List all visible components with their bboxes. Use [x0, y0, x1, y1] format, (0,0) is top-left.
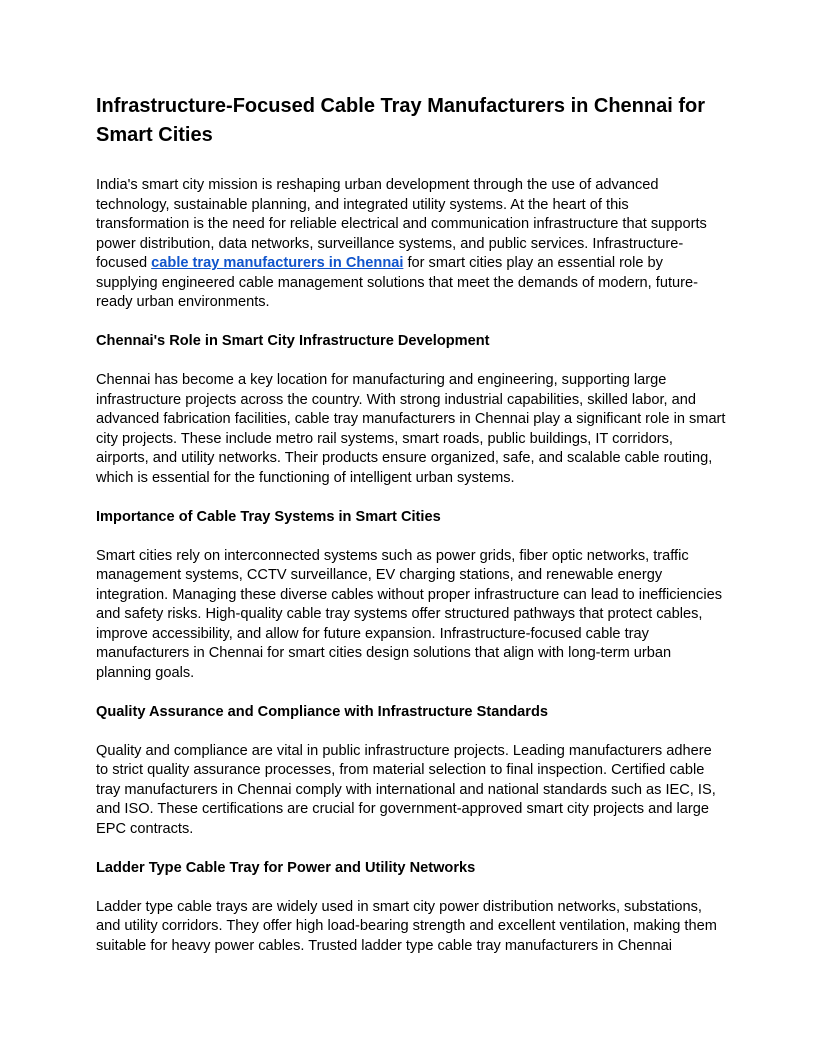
- spacer: [96, 527, 726, 547]
- spacer: [96, 352, 726, 372]
- section-body-importance: Smart cities rely on interconnected systems such as power grids, fiber optic networks, traffic management systems, CCTV surveillance, EV charging stations, and renewable energy integration. Managing these diverse cables without proper infrastructure can lead to inefficiencies and safety risks. High-quality cable tray systems offer structured pathways that protect cables, improve accessibility, and allow for future expansion. Infrastructure-focused cable tray manufacturers in Chennai for smart cities design solutions that align with long-term urban planning goals.: [96, 547, 722, 681]
- intro-paragraph: [96, 176, 726, 313]
- document-title: Infrastructure-Focused Cable Tray Manufacturers in Chennai for Smart Cities: [96, 95, 706, 146]
- section-heading-quality: Quality Assurance and Compliance with Infrastructure Standards: [96, 703, 548, 720]
- document-page: [96, 92, 726, 956]
- spacer: [96, 722, 726, 742]
- section-body-quality: Quality and compliance are vital in public infrastructure projects. Leading manufacturers adhere to strict quality assurance processes, from material selection to final inspection. Certified cable tray manufacturers in Chennai comply with international and national standards such as IEC, IS, and ISO. These certifications are crucial for government-approved smart city projects and large EPC contracts.: [96, 742, 716, 837]
- spacer: [96, 488, 726, 508]
- spacer: [96, 313, 726, 333]
- section-heading-importance: Importance of Cable Tray Systems in Smart Cities: [96, 508, 441, 525]
- section-heading-chennai-role: Chennai's Role in Smart City Infrastructure Development: [96, 333, 490, 349]
- spacer: [96, 878, 726, 898]
- section-heading-ladder-type: Ladder Type Cable Tray for Power and Utility Networks: [96, 859, 476, 876]
- spacer: [96, 683, 726, 703]
- intro-text-after-link: for smart cities play an essential role by supplying engineered cable management solutions that meet the demands of modern, future-ready urban environments.: [96, 255, 698, 310]
- spacer: [96, 150, 726, 176]
- section-body-ladder-type: Ladder type cable trays are widely used in smart city power distribution networks, substations, and utility corridors. They offer high load-bearing strength and excellent ventilation, making them suitable for heavy power cables. Trusted ladder type cable tray manufacturers in Chennai: [96, 898, 717, 954]
- cable-tray-manufacturers-link[interactable]: cable tray manufacturers in Chennai: [151, 255, 404, 271]
- section-body-chennai-role: Chennai has become a key location for manufacturing and engineering, supporting large infrastructure projects across the country. With strong industrial capabilities, skilled labor, and advanced fabrication facilities, cable tray manufacturers in Chennai play a significant role in smart city projects. These include metro rail systems, smart roads, public buildings, IT corridors, airports, and utility networks. Their products ensure organized, safe, and scalable cable routing, which is essential for the functioning of intelligent urban systems.: [96, 372, 726, 486]
- spacer: [96, 839, 726, 859]
- intro-text-before-link: India's smart city mission is reshaping urban development through the use of advanced technology, sustainable planning, and integrated utility systems. At the heart of this transformation is the need for reliable electrical and communication infrastructure that supports power distribution, data networks, surveillance systems, and public services. Infrastructure-focused: [96, 177, 707, 271]
